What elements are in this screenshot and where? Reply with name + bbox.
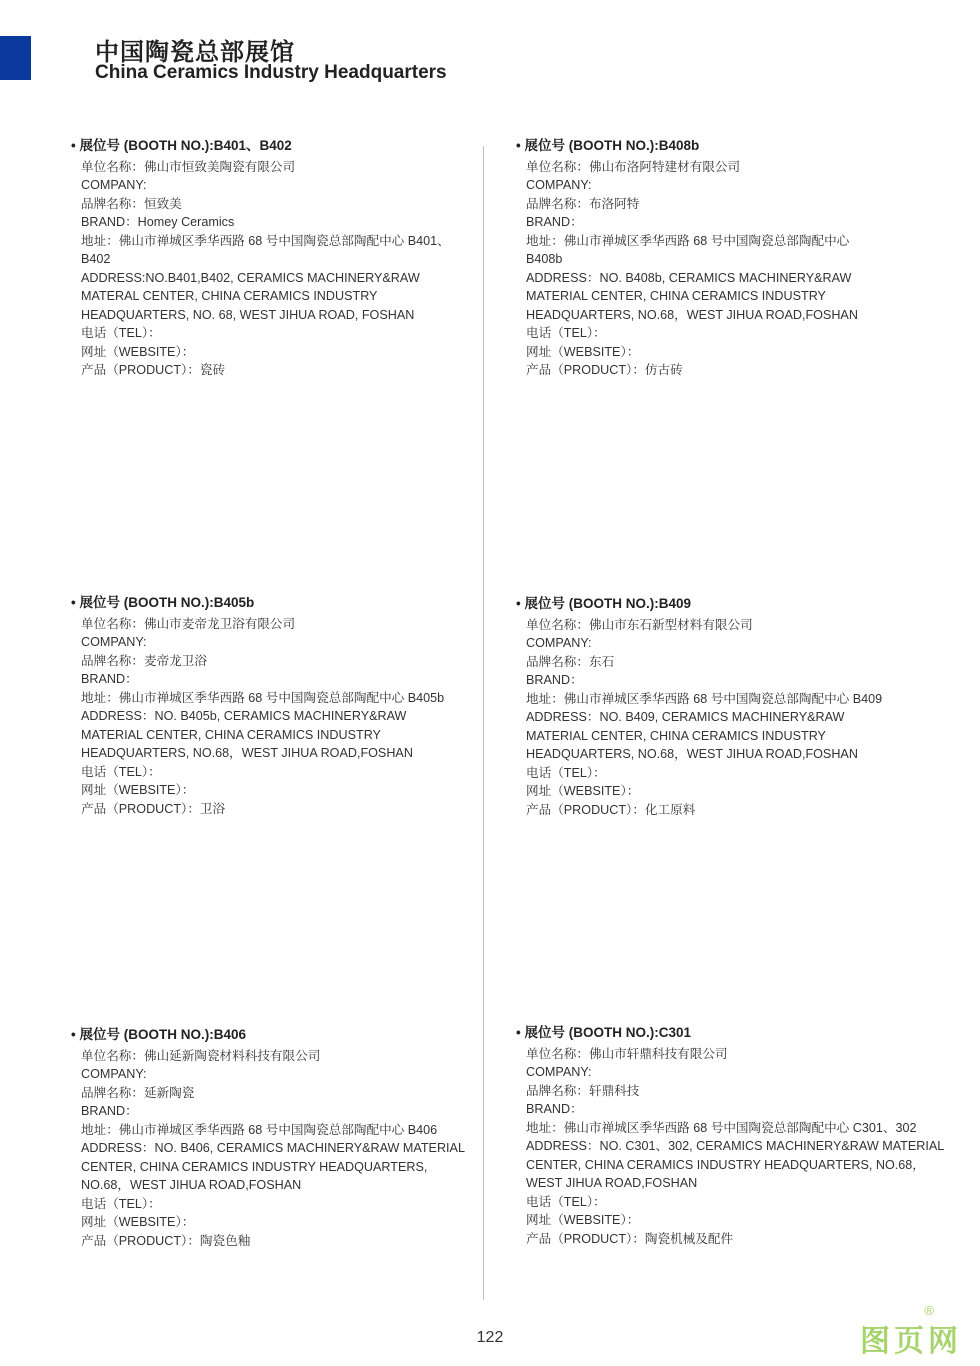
brand-name-en: BRAND：: [81, 672, 138, 686]
telephone: 电话（TEL）：: [81, 764, 161, 779]
brand-name-en: BRAND：: [526, 215, 583, 229]
company-name-en: COMPANY:: [81, 1067, 147, 1081]
telephone: 电话（TEL）：: [81, 1196, 161, 1211]
telephone: 电话（TEL）：: [81, 326, 161, 340]
company-name-en: COMPANY:: [81, 635, 147, 649]
company-name-zh: 单位名称：佛山市麦帝龙卫浴有限公司: [81, 616, 296, 631]
product: 产品（PRODUCT）：瓷砖: [81, 363, 226, 377]
website: 网址（WEBSITE）：: [526, 784, 640, 798]
booth-number: • 展位号 (BOOTH NO.):B405b: [71, 594, 471, 613]
header-accent-block: [0, 36, 31, 80]
company-name-zh: 单位名称：佛山布洛阿特建材有限公司: [526, 159, 741, 174]
address-zh: 地址：佛山市禅城区季华西路 68 号中国陶瓷总部陶配中心 B406: [81, 1122, 438, 1137]
product: 产品（PRODUCT）：化工原料: [526, 802, 696, 817]
exhibitor-entry: [526, 1024, 946, 1248]
column-divider: [483, 146, 484, 1300]
booth-number: • 展位号 (BOOTH NO.):B406: [71, 1026, 471, 1045]
address-en: ADDRESS：NO. B405b, CERAMICS MACHINERY&RAW MATERIAL CENTER, CHINA CERAMICS INDUSTRY HEADQUARTERS, NO.68，WEST JIHUA ROAD,FOSHAN: [81, 709, 413, 760]
exhibitor-entry: [526, 137, 886, 380]
address-zh: 地址：佛山市禅城区季华西路 68 号中国陶瓷总部陶配中心 B408b: [526, 233, 853, 266]
product: 产品（PRODUCT）：卫浴: [81, 801, 226, 816]
product: 产品（PRODUCT）：陶瓷机械及配件: [526, 1231, 734, 1246]
exhibitor-entry: [81, 1026, 471, 1250]
exhibitor-entry: [526, 595, 906, 819]
address-en: ADDRESS：NO. B409, CERAMICS MACHINERY&RAW MATERIAL CENTER, CHINA CERAMICS INDUSTRY HEADQUARTERS, NO.68，WEST JIHUA ROAD,FOSHAN: [526, 710, 858, 761]
brand-name-en: BRAND：: [526, 673, 583, 687]
address-en: ADDRESS：NO. C301、302, CERAMICS MACHINERY&RAW MATERIAL CENTER, CHINA CERAMICS INDUSTRY HEADQUARTERS, NO.68，WEST JIHUA ROAD,FOSHAN: [526, 1139, 948, 1190]
company-name-zh: 单位名称：佛山市东石新型材料有限公司: [526, 617, 753, 632]
company-name-en: COMPANY:: [81, 178, 147, 192]
brand-name-zh: 品牌名称：麦帝龙卫浴: [81, 653, 207, 668]
telephone: 电话（TEL）：: [526, 765, 606, 780]
address-zh: 地址：佛山市禅城区季华西路 68 号中国陶瓷总部陶配中心 B405b: [81, 690, 445, 705]
company-name-zh: 单位名称：佛山市恒致美陶瓷有限公司: [81, 159, 296, 174]
brand-name-zh: 品牌名称：延新陶瓷: [81, 1085, 195, 1100]
page-title-english: China Ceramics Industry Headquarters: [95, 62, 447, 83]
brand-name-zh: 品牌名称：布洛阿特: [526, 196, 640, 211]
watermark-logo: 图页网: [860, 1325, 962, 1358]
brand-name-zh: 品牌名称：恒致美: [81, 196, 182, 211]
company-name-en: COMPANY:: [526, 1065, 592, 1079]
website: 网址（WEBSITE）：: [81, 783, 195, 797]
booth-number: • 展位号 (BOOTH NO.):B408b: [516, 137, 886, 156]
company-name-zh: 单位名称：佛山延新陶瓷材料科技有限公司: [81, 1048, 321, 1063]
company-name-zh: 单位名称：佛山市轩鼎科技有限公司: [526, 1046, 728, 1061]
brand-name-en: BRAND：: [526, 1102, 583, 1116]
product: 产品（PRODUCT）：陶瓷色釉: [81, 1233, 251, 1248]
address-en: ADDRESS:NO.B401,B402, CERAMICS MACHINERY&RAW MATERAL CENTER, CHINA CERAMICS INDUSTRY HEADQUARTERS, NO. 68, WEST JIHUA ROAD, FOSHAN: [81, 270, 424, 322]
telephone: 电话（TEL）：: [526, 326, 606, 340]
company-name-en: COMPANY:: [526, 178, 592, 192]
brand-name-en: BRAND：Homey Ceramics: [81, 215, 235, 229]
website: 网址（WEBSITE）：: [526, 344, 640, 359]
brand-name-zh: 品牌名称：东石: [526, 654, 615, 669]
page-title-chinese: 中国陶瓷总部展馆: [95, 39, 295, 66]
exhibitor-entry: [81, 594, 471, 818]
product: 产品（PRODUCT）：仿古砖: [526, 363, 683, 377]
company-name-en: COMPANY:: [526, 636, 592, 650]
address-zh: 地址：佛山市禅城区季华西路 68 号中国陶瓷总部陶配中心 B409: [526, 691, 883, 706]
address-en: ADDRESS：NO. B406, CERAMICS MACHINERY&RAW MATERIAL CENTER, CHINA CERAMICS INDUSTRY HEADQUARTERS, NO.68，WEST JIHUA ROAD,FOSHAN: [81, 1141, 468, 1192]
address-zh: 地址：佛山市禅城区季华西路 68 号中国陶瓷总部陶配中心 C301、302: [526, 1120, 917, 1135]
booth-number: • 展位号 (BOOTH NO.):B409: [516, 595, 906, 614]
watermark-registered-mark: ®: [924, 1303, 934, 1318]
booth-number: • 展位号 (BOOTH NO.):B401、B402: [71, 137, 471, 156]
booth-number: • 展位号 (BOOTH NO.):C301: [516, 1024, 946, 1043]
website: 网址（WEBSITE）：: [526, 1213, 640, 1227]
website: 网址（WEBSITE）：: [81, 1215, 195, 1229]
website: 网址（WEBSITE）：: [81, 344, 195, 359]
brand-name-zh: 品牌名称：轩鼎科技: [526, 1083, 640, 1098]
exhibitor-entry: [81, 137, 471, 380]
brand-name-en: BRAND：: [81, 1104, 138, 1118]
page-number: 122: [476, 1329, 504, 1346]
telephone: 电话（TEL）：: [526, 1194, 606, 1209]
address-zh: 地址：佛山市禅城区季华西路 68 号中国陶瓷总部陶配中心 B401、B402: [81, 233, 450, 266]
address-en: ADDRESS：NO. B408b, CERAMICS MACHINERY&RAW MATERIAL CENTER, CHINA CERAMICS INDUSTRY HEADQUARTERS, NO.68，WEST JIHUA ROAD,FOSHAN: [526, 270, 858, 322]
